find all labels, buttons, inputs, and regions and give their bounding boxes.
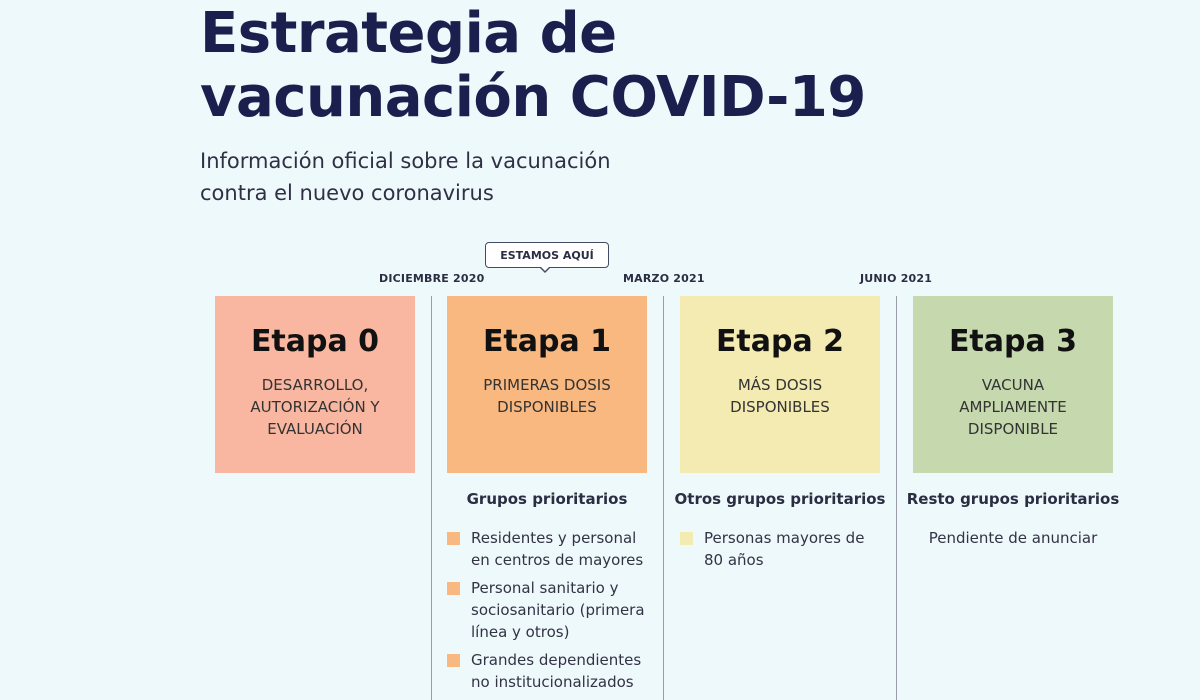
stage-description: VACUNA AMPLIAMENTE DISPONIBLE xyxy=(959,376,1067,438)
stage-card-1 xyxy=(447,296,647,473)
stage-1-groups-title: Grupos prioritarios xyxy=(466,490,628,508)
list-item-text: Personal sanitario y sociosanitario (primera línea y otros) xyxy=(471,579,645,641)
list-item-text: Personas mayores de 80 años xyxy=(704,529,865,569)
stage-3-pending-text: Pendiente de anunciar xyxy=(928,529,1098,547)
stage-3-groups-title: Resto grupos prioritarios xyxy=(906,490,1120,508)
timeline-divider xyxy=(431,296,432,700)
stage-description: PRIMERAS DOSIS DISPONIBLES xyxy=(483,376,611,416)
stage-2-groups-list xyxy=(680,527,880,577)
page-title xyxy=(200,2,866,130)
timeline-divider xyxy=(663,296,664,700)
timeline-divider xyxy=(896,296,897,700)
stage-description: DESARROLLO, AUTORIZACIÓN Y EVALUACIÓN xyxy=(250,376,380,438)
subtitle-line-2: contra el nuevo coronavirus xyxy=(200,181,494,205)
list-item xyxy=(447,527,647,571)
stage-name: Etapa 0 xyxy=(250,324,380,359)
date-label-june-2021: JUNIO 2021 xyxy=(860,272,933,285)
stage-name: Etapa 2 xyxy=(715,324,845,359)
current-stage-marker-arrow-fill xyxy=(540,266,550,271)
stage-name: Etapa 1 xyxy=(482,324,612,359)
bullet-square-icon xyxy=(447,532,460,545)
bullet-square-icon xyxy=(447,582,460,595)
date-label-march-2021: MARZO 2021 xyxy=(623,272,705,285)
list-item xyxy=(447,577,647,643)
stage-card-2 xyxy=(680,296,880,473)
date-label-december-2020: DICIEMBRE 2020 xyxy=(379,272,485,285)
list-item xyxy=(680,527,880,571)
stage-2-groups-title: Otros grupos prioritarios xyxy=(674,490,886,508)
stage-card-0 xyxy=(215,296,415,473)
list-item xyxy=(447,649,647,693)
page-subtitle xyxy=(200,145,611,209)
title-line-2: vacunación COVID-19 xyxy=(200,65,866,130)
list-item-text: Grandes dependientes no institucionalizados xyxy=(471,651,642,691)
list-item-text: Residentes y personal en centros de mayores xyxy=(471,529,644,569)
subtitle-line-1: Información oficial sobre la vacunación xyxy=(200,149,611,173)
stage-1-groups-list xyxy=(447,527,647,699)
bullet-square-icon xyxy=(680,532,693,545)
stage-card-3 xyxy=(913,296,1113,473)
stage-name: Etapa 3 xyxy=(948,324,1078,359)
title-line-1: Estrategia de xyxy=(200,1,617,66)
current-stage-marker: ESTAMOS AQUÍ xyxy=(485,242,609,268)
stage-description: MÁS DOSIS DISPONIBLES xyxy=(730,376,830,416)
bullet-square-icon xyxy=(447,654,460,667)
